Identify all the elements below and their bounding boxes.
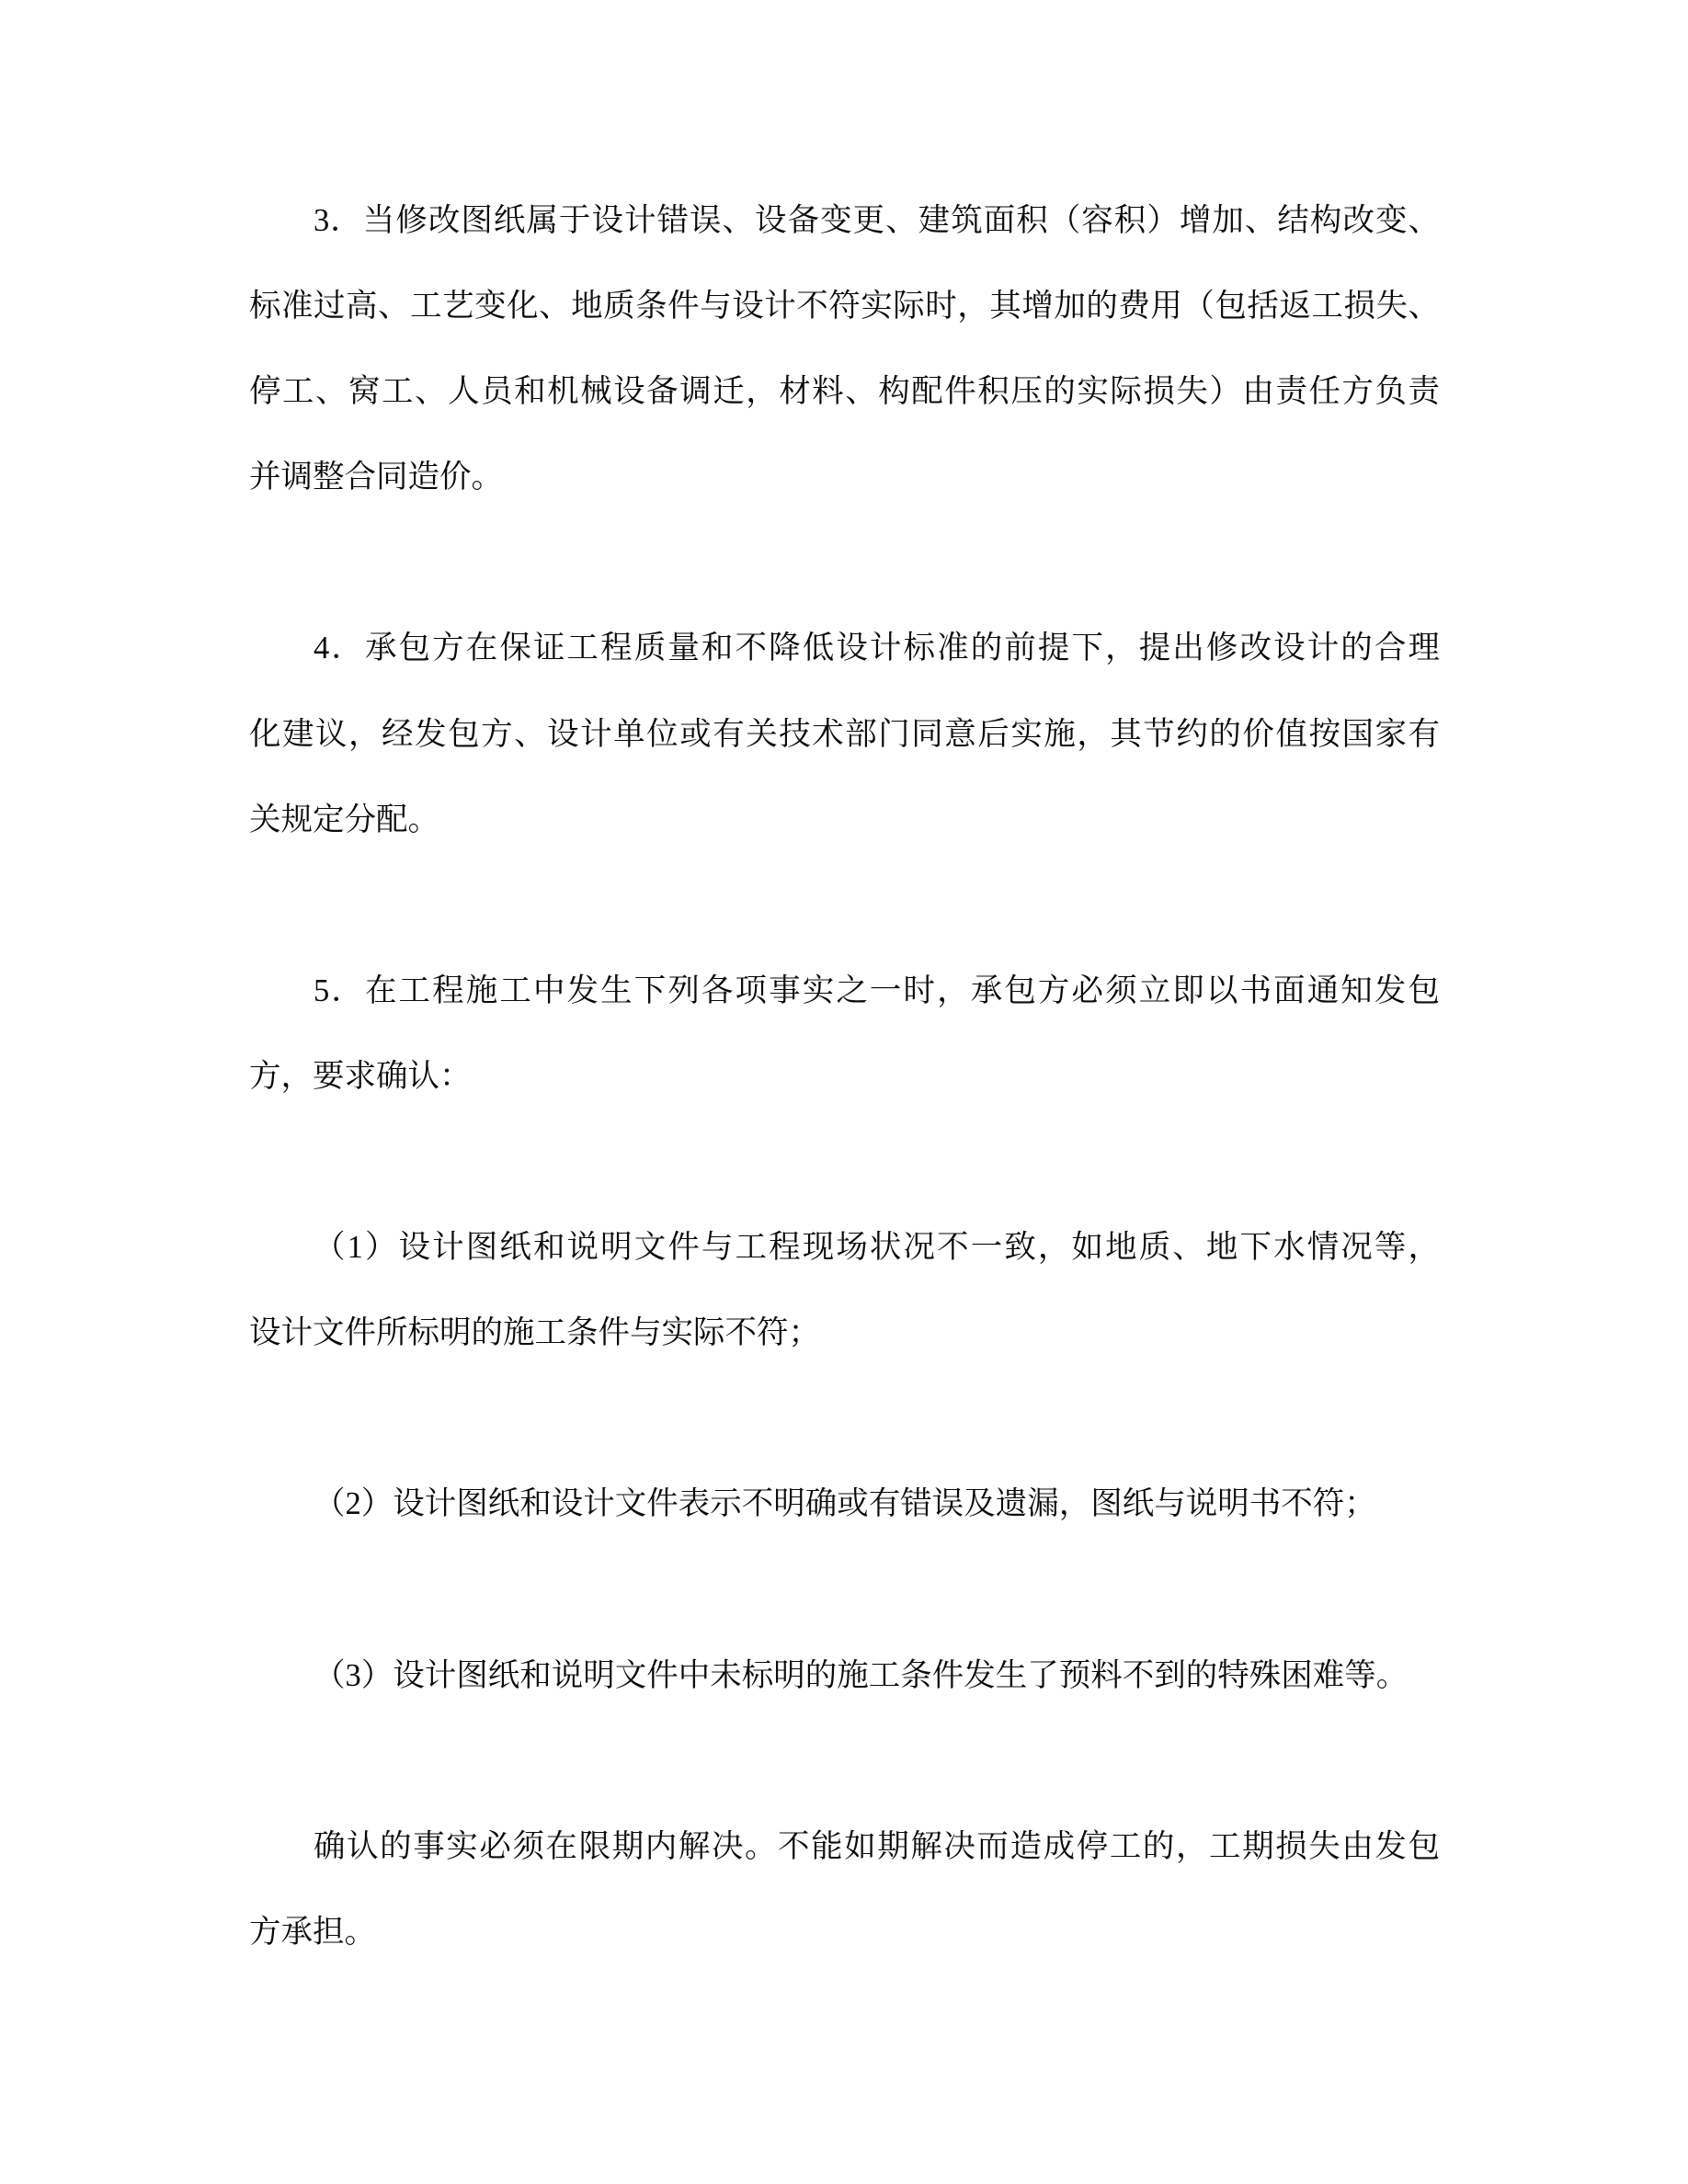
text-line: （2）设计图纸和设计文件表示不明确或有错误及遗漏，图纸与说明书不符； [314, 1486, 1376, 1522]
paragraph-item-1 [249, 1205, 1440, 1376]
text-line: （3）设计图纸和说明文件中未标明的施工条件发生了预料不到的特殊困难等。 [314, 1657, 1409, 1693]
text-line: 方承担。 [249, 1914, 376, 1950]
text-line: 设计文件所标明的施工条件与实际不符； [249, 1315, 820, 1351]
paragraph-item-3 [249, 1633, 1440, 1719]
text-line: 并调整合同造价。 [249, 460, 503, 495]
text-line: 3．当修改图纸属于设计错误、设备变更、建筑面积（容积）增加、结构改变、 [314, 203, 1440, 238]
text-line: 5．在工程施工中发生下列各项事实之一时，承包方必须立即以书面通知发包 [314, 973, 1440, 1008]
text-line: 标准过高、工艺变化、地质条件与设计不符实际时，其增加的费用（包括返工损失、 [249, 289, 1440, 324]
paragraph-closing [249, 1804, 1440, 1975]
paragraph-clause-5 [249, 949, 1440, 1120]
text-line: 停工、窝工、人员和机械设备调迁，材料、构配件积压的实际损失）由责任方负责 [249, 374, 1440, 410]
text-line: 确认的事实必须在限期内解决。不能如期解决而造成停工的，工期损失由发包 [314, 1828, 1440, 1864]
paragraph-clause-4 [249, 606, 1440, 862]
text-line: 4．承包方在保证工程质量和不降低设计标准的前提下，提出修改设计的合理 [314, 631, 1440, 666]
text-line: 方，要求确认： [249, 1058, 472, 1094]
text-line: （1）设计图纸和说明文件与工程现场状况不一致，如地质、地下水情况等， [314, 1230, 1440, 1266]
document-content [249, 178, 1440, 1975]
paragraph-clause-3 [249, 178, 1440, 520]
paragraph-item-2 [249, 1462, 1440, 1547]
text-line: 关规定分配。 [249, 802, 439, 837]
text-line: 化建议，经发包方、设计单位或有关技术部门同意后实施，其节约的价值按国家有 [249, 716, 1440, 752]
